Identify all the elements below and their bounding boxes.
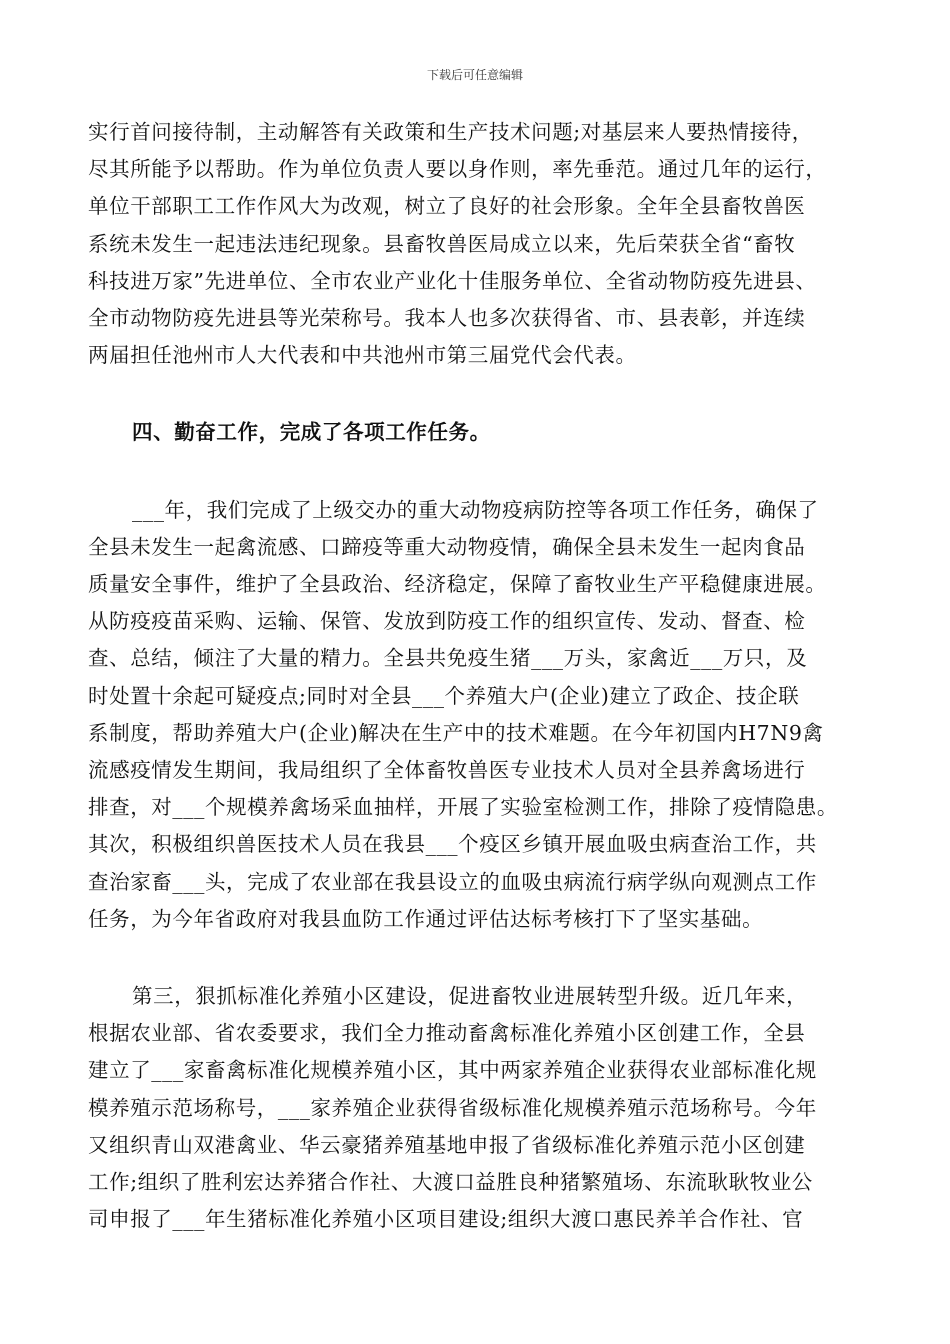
- text-line: 工作;组织了胜利宏达养猪合作社、大渡口益胜良种猪繁殖场、东流耿耿牧业公: [88, 1170, 813, 1195]
- paragraph-gap: [88, 374, 860, 414]
- paragraph-tasks: [88, 492, 860, 938]
- paragraph-standardization: [88, 978, 860, 1238]
- text-line: 时处置十余起可疑疫点;同时对全县___个养殖大户(企业)建立了政企、技企联: [88, 683, 800, 708]
- text-line: 全市动物防疫先进县等光荣称号。我本人也多次获得省、市、县表彰，并连续: [88, 306, 806, 331]
- section-heading-4: 四、勤奋工作，完成了各项工作任务。: [132, 420, 491, 445]
- text-line: ___年，我们完成了上级交办的重大动物疫病防控等各项工作任务，确保了: [132, 497, 819, 522]
- text-line: 任务，为今年省政府对我县血防工作通过评估达标考核打下了坚实基础。: [88, 906, 764, 931]
- paragraph-gap: [88, 452, 860, 492]
- text-line: 模养殖示范场称号，___家养殖企业获得省级标准化规模养殖示范场称号。今年: [88, 1095, 817, 1120]
- text-line: 第三，狠抓标准化养殖小区建设，促进畜牧业进展转型升级。近几年来，: [132, 984, 808, 1009]
- text-line: 实行首问接待制，主动解答有关政策和生产技术问题;对基层来人要热情接待，: [88, 120, 813, 144]
- text-line: 从防疫疫苗采购、运输、保管、发放到防疫工作的组织宣传、发动、督查、检: [88, 609, 806, 634]
- text-line: 质量安全事件，维护了全县政治、经济稳定，保障了畜牧业生产平稳健康进展。: [88, 572, 827, 597]
- page-header-note: 下载后可任意编辑: [426, 68, 523, 82]
- text-line: 又组织青山双港禽业、华云豪猪养殖基地申报了省级标准化养殖示范小区创建: [88, 1132, 806, 1157]
- text-line: 其次，积极组织兽医技术人员在我县___个疫区乡镇开展血吸虫病查治工作，共: [88, 832, 817, 857]
- text-line: 系制度，帮助养殖大户(企业)解决在生产中的技术难题。在今年初国内H7N9禽: [88, 720, 824, 745]
- text-line: 科技进万家”先进单位、全市农业产业化十佳服务单位、全省动物防疫先进县、: [88, 268, 817, 293]
- text-line: 单位干部职工工作作风大为改观，树立了良好的社会形象。全年全县畜牧兽医: [88, 194, 806, 219]
- paragraph-work-style: [88, 114, 860, 374]
- text-line: 建立了___家畜禽标准化规模养殖小区，其中两家养殖企业获得农业部标准化规: [88, 1058, 817, 1083]
- text-line: 查治家畜___头，完成了农业部在我县设立的血吸虫病流行病学纵向观测点工作: [88, 869, 817, 894]
- text-line: 流感疫情发生期间，我局组织了全体畜牧兽医专业技术人员对全县养禽场进行: [88, 758, 806, 783]
- text-line: 全县未发生一起禽流感、口蹄疫等重大动物疫情，确保全县未发生一起肉食品: [88, 534, 806, 559]
- text-line: 排查，对___个规模养禽场采血抽样，开展了实验室检测工作，排除了疫情隐患。: [88, 795, 838, 820]
- text-line: 尽其所能予以帮助。作为单位负责人要以身作则，率先垂范。通过几年的运行，: [88, 157, 827, 182]
- text-line: 根据农业部、省农委要求，我们全力推动畜禽标准化养殖小区创建工作，全县: [88, 1021, 806, 1046]
- paragraph-gap: [88, 938, 860, 978]
- text-line: 两届担任池州市人大代表和中共池州市第三届党代会代表。: [88, 343, 637, 368]
- document-body: [88, 114, 860, 1238]
- text-line: 系统未发生一起违法违纪现象。县畜牧兽医局成立以来，先后荣获全省“畜牧: [88, 231, 796, 256]
- text-line: 司申报了___年生猪标准化养殖小区项目建设;组织大渡口惠民养羊合作社、官: [88, 1207, 804, 1232]
- text-line: 查、总结，倾注了大量的精力。全县共免疫生猪___万头，家禽近___万只，及: [88, 646, 808, 671]
